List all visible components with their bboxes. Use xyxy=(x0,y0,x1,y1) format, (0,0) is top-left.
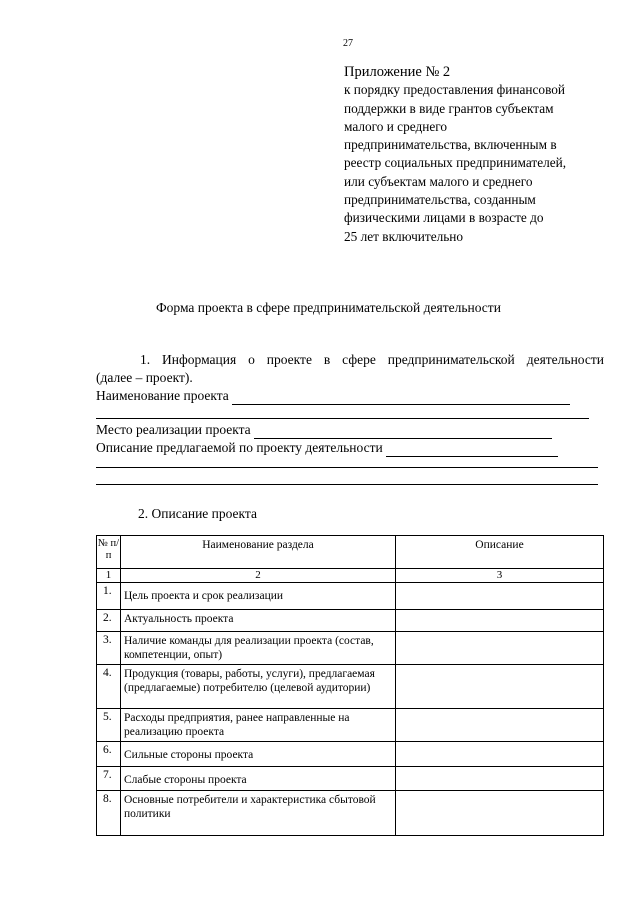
row-description[interactable] xyxy=(396,742,604,767)
section-1-heading: 1. Информация о проекте в сфере предпринимательской деятельности xyxy=(140,352,604,367)
row-description[interactable] xyxy=(396,632,604,665)
appendix-title: Приложение № 2 xyxy=(344,64,451,80)
project-name-row xyxy=(96,387,604,405)
appendix-line: предпринимательства, созданным xyxy=(344,192,536,208)
row-name: Расходы предприятия, ранее направленные на реализацию проекта xyxy=(121,709,396,742)
table-row xyxy=(97,665,604,709)
row-number: 6. xyxy=(97,742,121,767)
row-number: 2. xyxy=(97,610,121,632)
row-description[interactable] xyxy=(396,665,604,709)
project-name-extra-line[interactable] xyxy=(96,418,589,419)
row-number: 3. xyxy=(97,632,121,665)
table-row xyxy=(97,632,604,665)
appendix-line: или субъектам малого и среднего xyxy=(344,173,533,189)
table-header-row xyxy=(97,536,604,569)
row-name: Продукция (товары, работы, услуги), предлагаемая (предлагаемые) потребителю (целевой аудитории) xyxy=(121,665,396,709)
section-2-title: 2. Описание проекта xyxy=(138,506,257,521)
section-1 xyxy=(96,351,604,457)
row-number: 5. xyxy=(97,709,121,742)
activity-extra-line[interactable] xyxy=(96,484,598,485)
row-number: 8. xyxy=(97,791,121,836)
appendix-line: малого и среднего xyxy=(344,118,447,134)
project-description-table xyxy=(96,535,604,836)
row-number: 1. xyxy=(97,583,121,610)
appendix-line: поддержки в виде грантов субъектам xyxy=(344,100,554,116)
row-description[interactable] xyxy=(396,583,604,610)
location-field[interactable] xyxy=(254,426,552,439)
location-label: Место реализации проекта xyxy=(96,422,251,437)
row-name: Цель проекта и срок реализации xyxy=(121,583,396,610)
row-name: Основные потребители и характеристика сбытовой политики xyxy=(121,791,396,836)
activity-field[interactable] xyxy=(386,444,558,457)
project-name-field[interactable] xyxy=(232,392,570,405)
row-name: Актуальность проекта xyxy=(121,610,396,632)
index-cell: 3 xyxy=(396,569,604,583)
location-row xyxy=(96,421,604,439)
form-title: Форма проекта в сфере предпринимательской деятельности xyxy=(156,300,501,315)
row-description[interactable] xyxy=(396,767,604,791)
appendix-line: предпринимательства, включенным в xyxy=(344,137,557,153)
row-number: 4. xyxy=(97,665,121,709)
table-row xyxy=(97,610,604,632)
table-index-row xyxy=(97,569,604,583)
section-1-heading-cont: (далее – проект). xyxy=(96,370,193,385)
activity-label: Описание предлагаемой по проекту деятельности xyxy=(96,440,383,455)
table-row xyxy=(97,709,604,742)
appendix-line: физическими лицами в возрасте до xyxy=(344,210,544,226)
row-description[interactable] xyxy=(396,709,604,742)
index-cell: 2 xyxy=(121,569,396,583)
header-num: № п/п xyxy=(97,536,121,569)
activity-extra-line[interactable] xyxy=(96,467,598,468)
appendix-line: к порядку предоставления финансовой xyxy=(344,82,566,98)
row-name: Сильные стороны проекта xyxy=(121,742,396,767)
table-row xyxy=(97,583,604,610)
header-name: Наименование раздела xyxy=(121,536,396,569)
appendix-block xyxy=(344,63,624,246)
page-number: 27 xyxy=(343,38,353,49)
table-row xyxy=(97,791,604,836)
project-name-label: Наименование проекта xyxy=(96,388,229,403)
header-desc: Описание xyxy=(396,536,604,569)
row-name: Наличие команды для реализации проекта (состав, компетенции, опыт) xyxy=(121,632,396,665)
row-description[interactable] xyxy=(396,791,604,836)
table-row xyxy=(97,767,604,791)
appendix-line: реестр социальных предпринимателей, xyxy=(344,155,567,171)
table-row xyxy=(97,742,604,767)
row-number: 7. xyxy=(97,767,121,791)
row-description[interactable] xyxy=(396,610,604,632)
index-cell: 1 xyxy=(97,569,121,583)
activity-row xyxy=(96,439,604,457)
appendix-line: 25 лет включительно xyxy=(344,228,464,244)
row-name: Слабые стороны проекта xyxy=(121,767,396,791)
